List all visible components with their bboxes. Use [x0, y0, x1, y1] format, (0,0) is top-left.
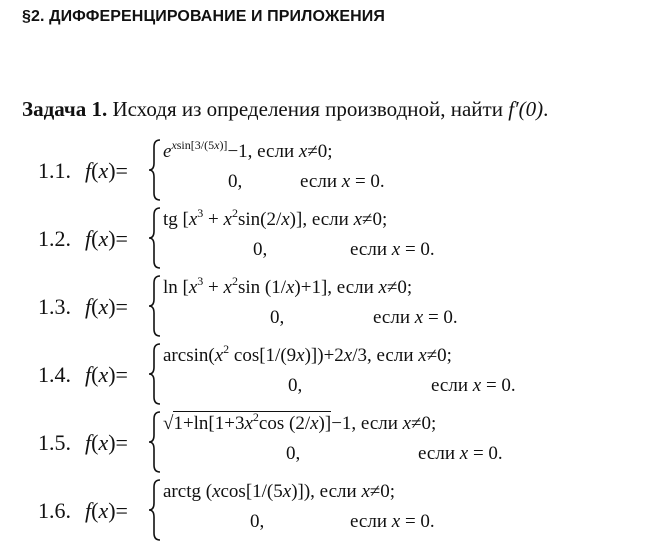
task-end: . — [543, 97, 549, 121]
section-title: §2. ДИФФЕРЕНЦИРОВАНИЕ И ПРИЛОЖЕНИЯ — [22, 8, 386, 25]
case-zero-value: 0, — [286, 443, 301, 464]
case-zero-value: 0, — [228, 171, 243, 192]
case-zero-value: 0, — [250, 511, 265, 532]
problem-1-1 — [38, 138, 658, 201]
case-zero-value: 0, — [270, 307, 285, 328]
case-zero-condition: если x = 0. — [373, 307, 458, 328]
left-brace-icon — [148, 139, 162, 201]
case-zero-condition: если x = 0. — [350, 239, 435, 260]
problem-1-3 — [38, 274, 658, 337]
left-brace-icon — [148, 411, 162, 473]
case-zero-value: 0, — [288, 375, 303, 396]
case-nonzero: arctg (xcos[1/(5x)]), если x≠0; — [163, 481, 396, 502]
problem-number: 1.3. — [38, 294, 71, 319]
problem-number: 1.6. — [38, 498, 71, 523]
task-target: f′(0) — [508, 97, 544, 121]
function-lhs: f(x)= — [85, 362, 128, 387]
case-nonzero: $√1+\ln[1+3x^2\cos$ (2/x)]−1, если x≠0; — [163, 410, 437, 434]
case-nonzero: $\arcsin(x^2$ cos[1/(9x)])+2x/3, если x≠0; — [163, 342, 452, 366]
left-brace-icon — [148, 343, 162, 405]
problem-number: 1.4. — [38, 362, 71, 387]
problem-1-6 — [38, 483, 658, 541]
problem-number: 1.5. — [38, 430, 71, 455]
left-brace-icon — [148, 207, 162, 269]
case-nonzero: $e^{xsin[3/(5x)]}-1$, если x≠0; — [163, 138, 333, 162]
problem-1-5 — [38, 410, 658, 473]
problem-number: 1.2. — [38, 226, 71, 251]
left-brace-icon — [148, 479, 162, 541]
function-lhs: f(x)= — [85, 498, 128, 523]
function-lhs: f(x)= — [85, 430, 128, 455]
problem-1-4 — [38, 342, 658, 405]
task-text: Исходя из определения производной, найти — [107, 97, 509, 121]
function-lhs: f(x)= — [85, 294, 128, 319]
task-statement — [22, 97, 548, 122]
case-zero-condition: если x = 0. — [350, 511, 435, 532]
case-zero-condition: если x = 0. — [431, 375, 516, 396]
case-zero-value: 0, — [253, 239, 268, 260]
function-lhs: f(x)= — [85, 158, 128, 183]
problem-number: 1.1. — [38, 158, 71, 183]
case-zero-condition: если x = 0. — [418, 443, 503, 464]
task-label: Задача 1. — [22, 97, 108, 121]
case-nonzero: tg $[x^3 + x^2\sin(2/x)]$, если x≠0; — [163, 206, 388, 230]
case-nonzero: $\ln [x^3 + x^2\sin$ (1/x)+1], если x≠0; — [163, 274, 413, 298]
problem-1-2 — [38, 206, 658, 269]
case-zero-condition: если x = 0. — [300, 171, 385, 192]
function-lhs: f(x)= — [85, 226, 128, 251]
left-brace-icon — [148, 275, 162, 337]
